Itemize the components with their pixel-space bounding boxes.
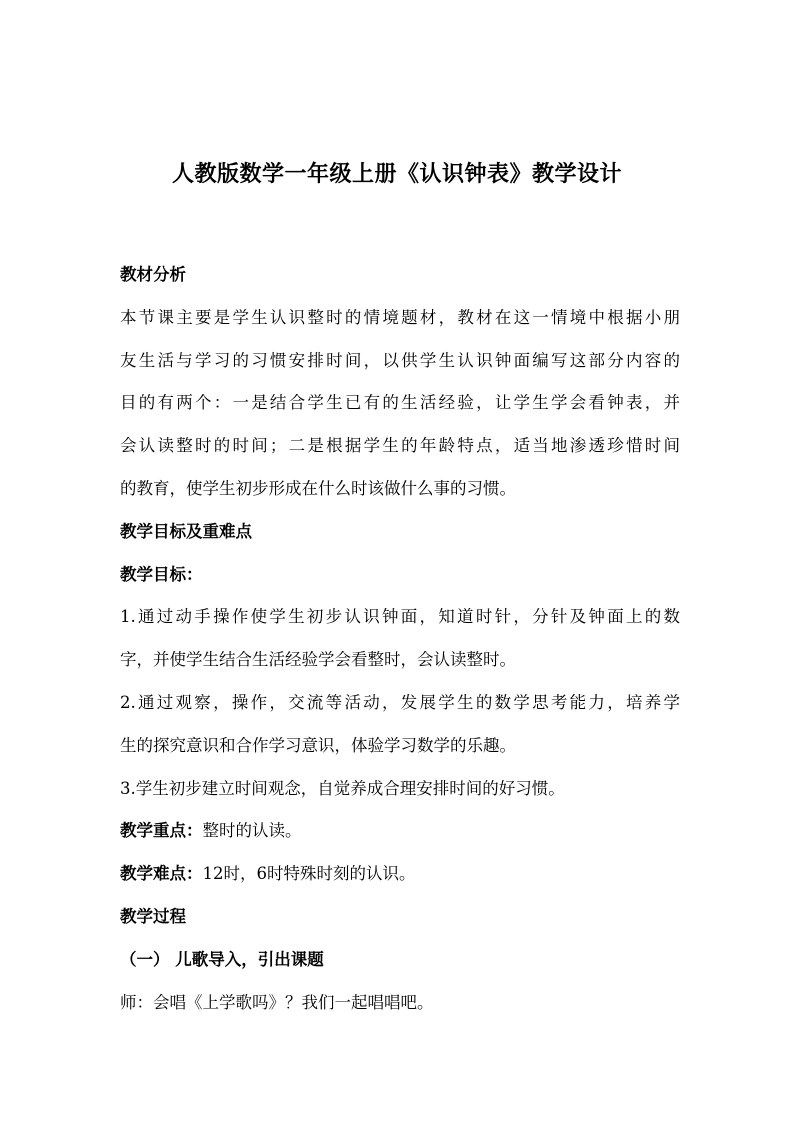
key-point-label: 教学重点： bbox=[120, 821, 203, 841]
goal-3-line: 3.学生初步建立时间观念，自觉养成合理安排时间的好习惯。 bbox=[120, 778, 565, 798]
teacher-line: 师：会唱《上学歌吗》？我们一起唱唱吧。 bbox=[120, 992, 434, 1012]
difficulty-text: 12时，6时特殊时刻的认识。 bbox=[202, 864, 416, 884]
key-point-line bbox=[120, 810, 680, 853]
goal-1-line: 字，并使学生结合生活经验学会看整时，会认读整时。 bbox=[120, 650, 516, 670]
difficulty-line bbox=[120, 853, 680, 896]
paragraph-line: 友生活与学习的习惯安排时间，以供学生认识钟面编写这部分内容的 bbox=[120, 350, 680, 370]
section-heading-analysis: 教材分析 bbox=[120, 265, 186, 284]
paragraph-line: 本节课主要是学生认识整时的情境题材，教材在这一情境中根据小朋 bbox=[120, 307, 680, 327]
section-heading-goals: 教学目标及重难点 bbox=[120, 521, 252, 541]
sub-heading-goals: 教学目标： bbox=[120, 564, 203, 584]
goal-2-line: 2.通过观察，操作，交流等活动，发展学生的数学思考能力，培养学 bbox=[120, 692, 680, 712]
step-1-heading: （一） 儿歌导入，引出课题 bbox=[120, 949, 324, 969]
key-point-text: 整时的认读。 bbox=[202, 821, 302, 841]
paragraph-line: 目的有两个：一是结合学生已有的生活经验，让学生学会看钟表，并 bbox=[120, 393, 680, 413]
paragraph-line: 的教育，使学生初步形成在什么时该做什么事的习惯。 bbox=[120, 478, 516, 498]
goal-1-line: 1.通过动手操作使学生初步认识钟面，知道时针，分针及钟面上的数 bbox=[120, 607, 680, 627]
document-title: 人教版数学一年级上册《认识钟表》教学设计 bbox=[171, 162, 622, 187]
paragraph-line: 会认读整时的时间；二是根据学生的年龄特点，适当地渗透珍惜时间 bbox=[120, 436, 680, 456]
section-heading-process: 教学过程 bbox=[120, 906, 186, 926]
difficulty-label: 教学难点： bbox=[120, 864, 203, 884]
document-body bbox=[120, 254, 680, 1024]
goal-2-line: 生的探究意识和合作学习意识，体验学习数学的乐趣。 bbox=[120, 735, 516, 755]
